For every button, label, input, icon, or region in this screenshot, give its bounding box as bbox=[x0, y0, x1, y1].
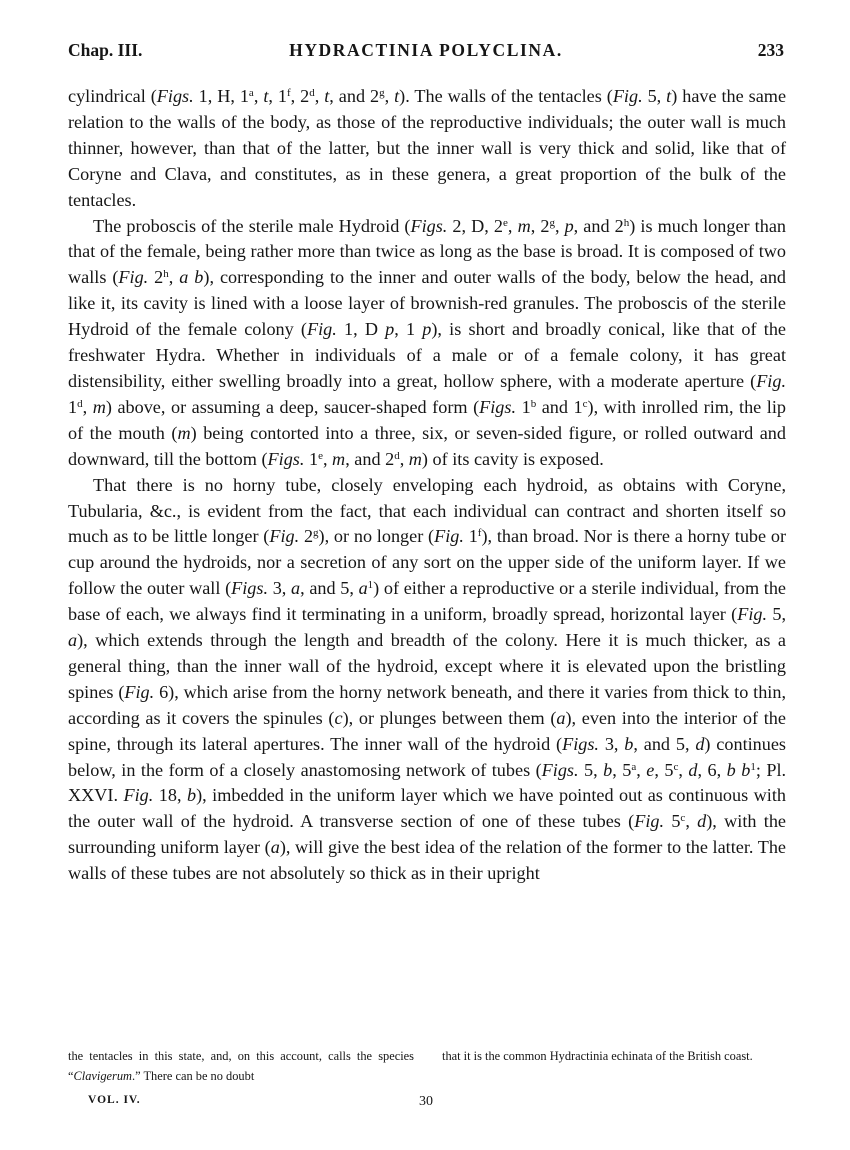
body-text bbox=[68, 84, 786, 887]
chapter-label: Chap. III. bbox=[68, 40, 143, 60]
footnotes bbox=[68, 1046, 786, 1096]
paragraph-1: cylindrical (Figs. 1, H, 1$^a$, t, 1$^f$, 2$^d$, t, and 2$^g$, t). The walls of the tentacles (Fig. 5, t) have the same relation to the walls of the body, as those of the reproductive individuals; the outer wall is much thinner, however, than that of the latter, but the inner wall is very thick and solid, like that of Coryne and Clava, and constitutes, as in these genera, a great proportion of the bulk of the tentacles. bbox=[68, 86, 787, 210]
running-header bbox=[68, 40, 784, 64]
page-footer bbox=[68, 1094, 784, 1112]
footnote-column-left: the tentacles in this state, and, on this account, calls the species “Clavigerum.” There can be no doubt bbox=[68, 1049, 414, 1083]
signature-mark: 30 bbox=[419, 1094, 433, 1109]
page-number: 233 bbox=[757, 40, 784, 60]
running-title: HYDRACTINIA POLYCLINA. bbox=[289, 40, 563, 60]
footnote-column-right: that it is the common Hydractinia echinata of the British coast. bbox=[442, 1049, 753, 1063]
paragraph-3: That there is no horny tube, closely enveloping each hydroid, as obtains with Coryne, Tubularia, &c., is evident from the fact, that each individual can contract and shorten itself so much as to be little longer (Fig. 2$^g$), or no longer (Fig. 1$^f$), than broad. Nor is there a horny tube or cup around the hydroids, nor a secretion of any sort on the upper side of the uniform layer. If we follow the outer wall (Figs. 3, a, and 5, $a^1$) of either a reproductive or a sterile individual, from the base of each, we always find it terminating in a uniform, broadly spread, horizontal layer (Fig. 5, a), which extends through the length and breadth of the colony. Here it is much thicker, as a general thing, than the inner wall of the hydroid, except where it is elevated upon the bristling spines (Fig. 6), which arise from the horny network beneath, and there it varies from thick to thin, according as it covers the spinules (c), or plunges between them (a), even into the interior of the spine, through its lateral apertures. The inner wall of the hydroid (Figs. 3, b, and 5, d) continues below, in the form of a closely anastomosing network of tubes (Figs. 5, b, 5$^a$, e, 5$^c$, d, 6, b $b^1$; Pl. XXVI. Fig. 18, b), imbedded in the uniform layer which we have pointed out as continuous with the outer wall of the hydroid. A transverse section of one of these tubes (Fig. 5$^c$, d), with the surrounding uniform layer (a), will give the best idea of the relation of the former to the latter. The walls of these tubes are not absolutely so thick as in their upright bbox=[68, 474, 787, 884]
volume-label: VOL. IV. bbox=[88, 1094, 141, 1106]
paragraph-2: The proboscis of the sterile male Hydroid (Figs. 2, D, 2e, m, 2$^g$, p, and 2$^h$) is much longer than that of the female, being rather more than twice as long as the base is broad. It is composed of two walls (Fig. 2$^h$, a b), corresponding to the inner and outer walls of the body, below the head, and like it, its cavity is lined with a loose layer of brownish-red granules. The proboscis of the sterile Hydroid of the female colony (Fig. 1, D p, 1 p), is short and broadly conical, like that of the freshwater Hydra. Whether in individuals of a male or of a female colony, it has great distensibility, either swelling broadly into a great, hollow sphere, with a moderate aperture (Fig. 1$^d$, m) above, or assuming a deep, saucer-shaped form (Figs. 1$^b$ and 1$^c$), with inrolled rim, the lip of the mouth (m) being contorted into a three, six, or seven-sided figure, or rolled outward and downward, till the bottom (Figs. 1e, m, and 2$^d$, m) of its cavity is exposed. bbox=[68, 215, 787, 469]
